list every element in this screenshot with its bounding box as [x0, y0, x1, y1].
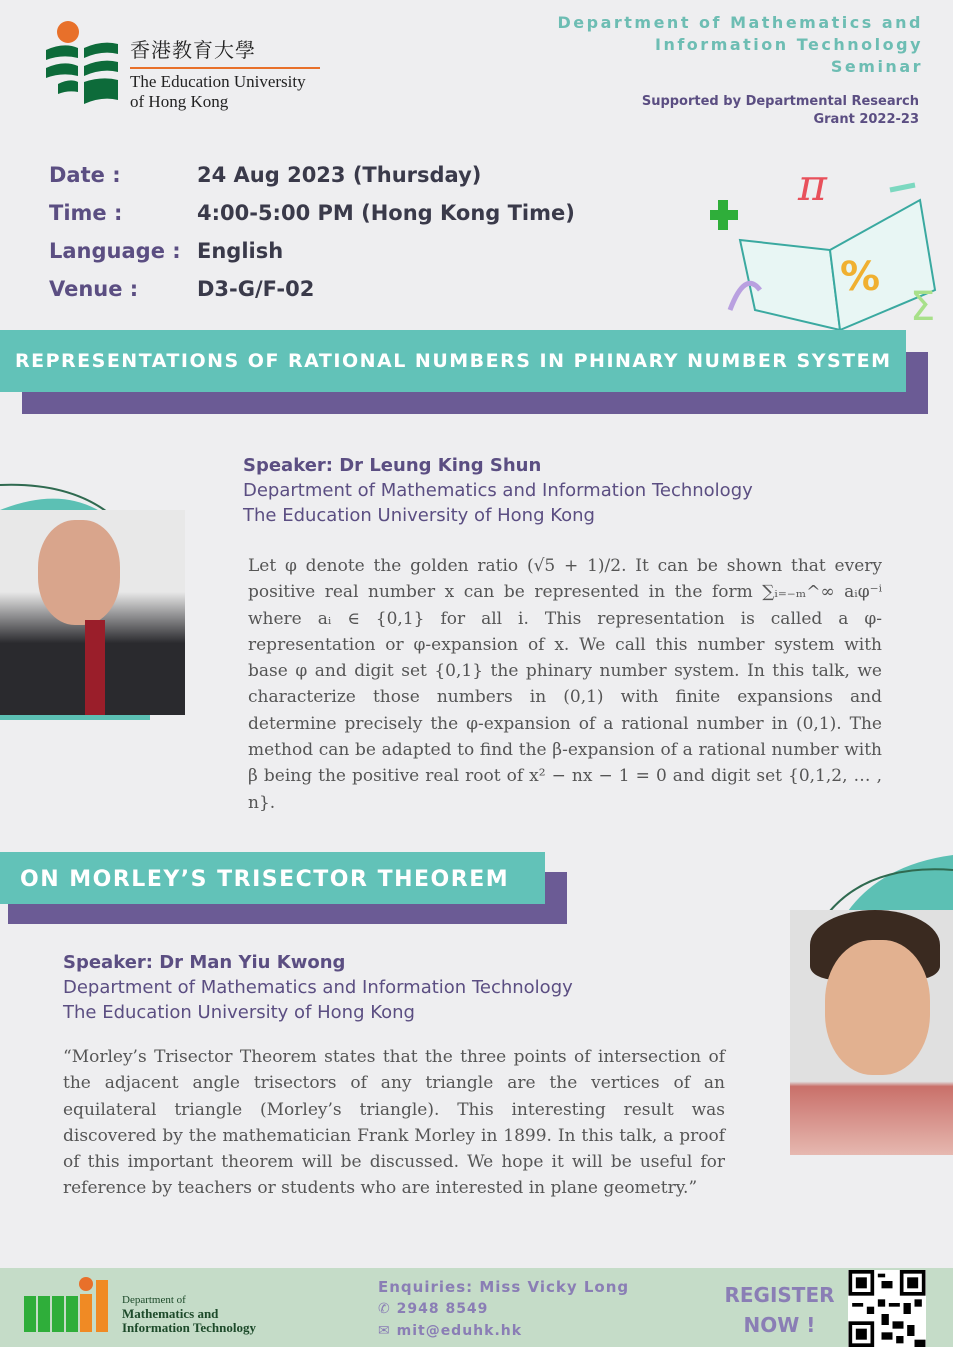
svg-text:π: π	[798, 160, 827, 211]
info-label: Venue :	[49, 277, 139, 301]
speaker-dept: Department of Mathematics and Information Technology	[63, 977, 573, 998]
university-name-en-2: of Hong Kong	[130, 92, 229, 111]
mit-dept-line-2: Mathematics and	[122, 1306, 219, 1321]
seminar-title	[557, 12, 923, 78]
speaker1-photo	[0, 510, 185, 715]
speaker-university: The Education University of Hong Kong	[243, 505, 595, 526]
speaker2-info	[63, 950, 573, 1025]
info-label: Language :	[49, 239, 181, 263]
support-line-2: Grant 2022-23	[813, 112, 919, 127]
info-venue	[49, 270, 575, 308]
svg-text:Σ: Σ	[910, 284, 936, 330]
enquiries	[378, 1276, 629, 1342]
register-line-1: REGISTER	[724, 1283, 835, 1307]
talk1-abstract: Let φ denote the golden ratio (√5 + 1)/2. It can be shown that every positive real number x can be represented in the form ∑ᵢ₌₋ₘ^∞ aᵢφ⁻ⁱ where aᵢ ∈ {0,1} for all i. This representation is called a φ-representation or φ-expansion of x. We call this number system with base φ and digit set {0,1} the phinary number system. In this talk, we characterize those numbers in (0,1) with finite expansions and determine precisely the φ-expansion of a rational number in (0,1). The method can be adapted to find the β-expansion of a rational number with β being the positive real root of x² − nx − 1 = 0 and digit set {0,1,2, … , n}.	[248, 556, 882, 813]
qr-code-icon[interactable]	[848, 1270, 926, 1347]
email-icon: ✉	[378, 1323, 397, 1339]
eduhk-logo-icon	[44, 20, 120, 104]
svg-text:%: %	[840, 254, 881, 300]
support-line-1: Supported by Departmental Research	[641, 94, 919, 109]
dept-line-1: Department of Mathematics and	[557, 13, 923, 32]
talk1-title: REPRESENTATIONS OF RATIONAL NUMBERS IN PHINARY NUMBER SYSTEM	[0, 330, 906, 392]
talk2-title: ON MORLEY’S TRISECTOR THEOREM	[0, 852, 545, 904]
support-note	[642, 93, 919, 129]
info-time	[49, 194, 575, 232]
info-value: 24 Aug 2023 (Thursday)	[197, 163, 482, 187]
enquiries-contact: Enquiries: Miss Vicky Long	[378, 1278, 630, 1296]
info-label: Date :	[49, 163, 121, 187]
dept-line-2: Information Technology	[655, 35, 923, 54]
event-info	[49, 156, 575, 308]
speaker-name: Speaker: Dr Man Yiu Kwong	[63, 952, 346, 973]
info-date	[49, 156, 575, 194]
register-now-link[interactable]	[722, 1280, 837, 1340]
speaker-name: Speaker: Dr Leung King Shun	[243, 455, 542, 476]
dept-line-3: Seminar	[830, 57, 923, 76]
register-line-2: NOW !	[743, 1313, 816, 1337]
university-name-en-1: The Education University	[130, 72, 306, 91]
mit-logo-icon	[24, 1276, 119, 1334]
mit-dept-line-3: Information Technology	[122, 1320, 256, 1335]
talk2-abstract: “Morley’s Trisector Theorem states that the three points of intersection of the adjacent angle trisectors of any triangle are the vertices of an equilateral triangle (Morley’s triangle). This interesting result was discovered by the mathematician Frank Morley in 1899. In this talk, a proof of this important theorem will be discussed. We hope it will be useful for reference by teachers or students who are interested in plane geometry.”	[63, 1047, 725, 1199]
info-value: English	[197, 239, 284, 263]
speaker-dept: Department of Mathematics and Information Technology	[243, 480, 753, 501]
mit-dept-line-1: Department of	[122, 1294, 186, 1306]
info-value: D3-G/F-02	[197, 277, 315, 301]
speaker-university: The Education University of Hong Kong	[63, 1002, 415, 1023]
math-book-illustration-icon	[710, 160, 950, 330]
university-name-zh: 香港教育大學	[130, 34, 320, 69]
phone-icon: ✆	[378, 1301, 397, 1317]
info-label: Time :	[49, 201, 123, 225]
speaker1-info	[243, 453, 753, 528]
info-language	[49, 232, 575, 270]
speaker2-photo	[790, 910, 953, 1155]
phone-number: 2948 8549	[396, 1301, 489, 1317]
university-name	[130, 34, 320, 112]
info-value: 4:00-5:00 PM (Hong Kong Time)	[197, 201, 575, 225]
mit-dept-name	[122, 1293, 256, 1335]
email-link[interactable]: mit@eduhk.hk	[396, 1323, 523, 1339]
